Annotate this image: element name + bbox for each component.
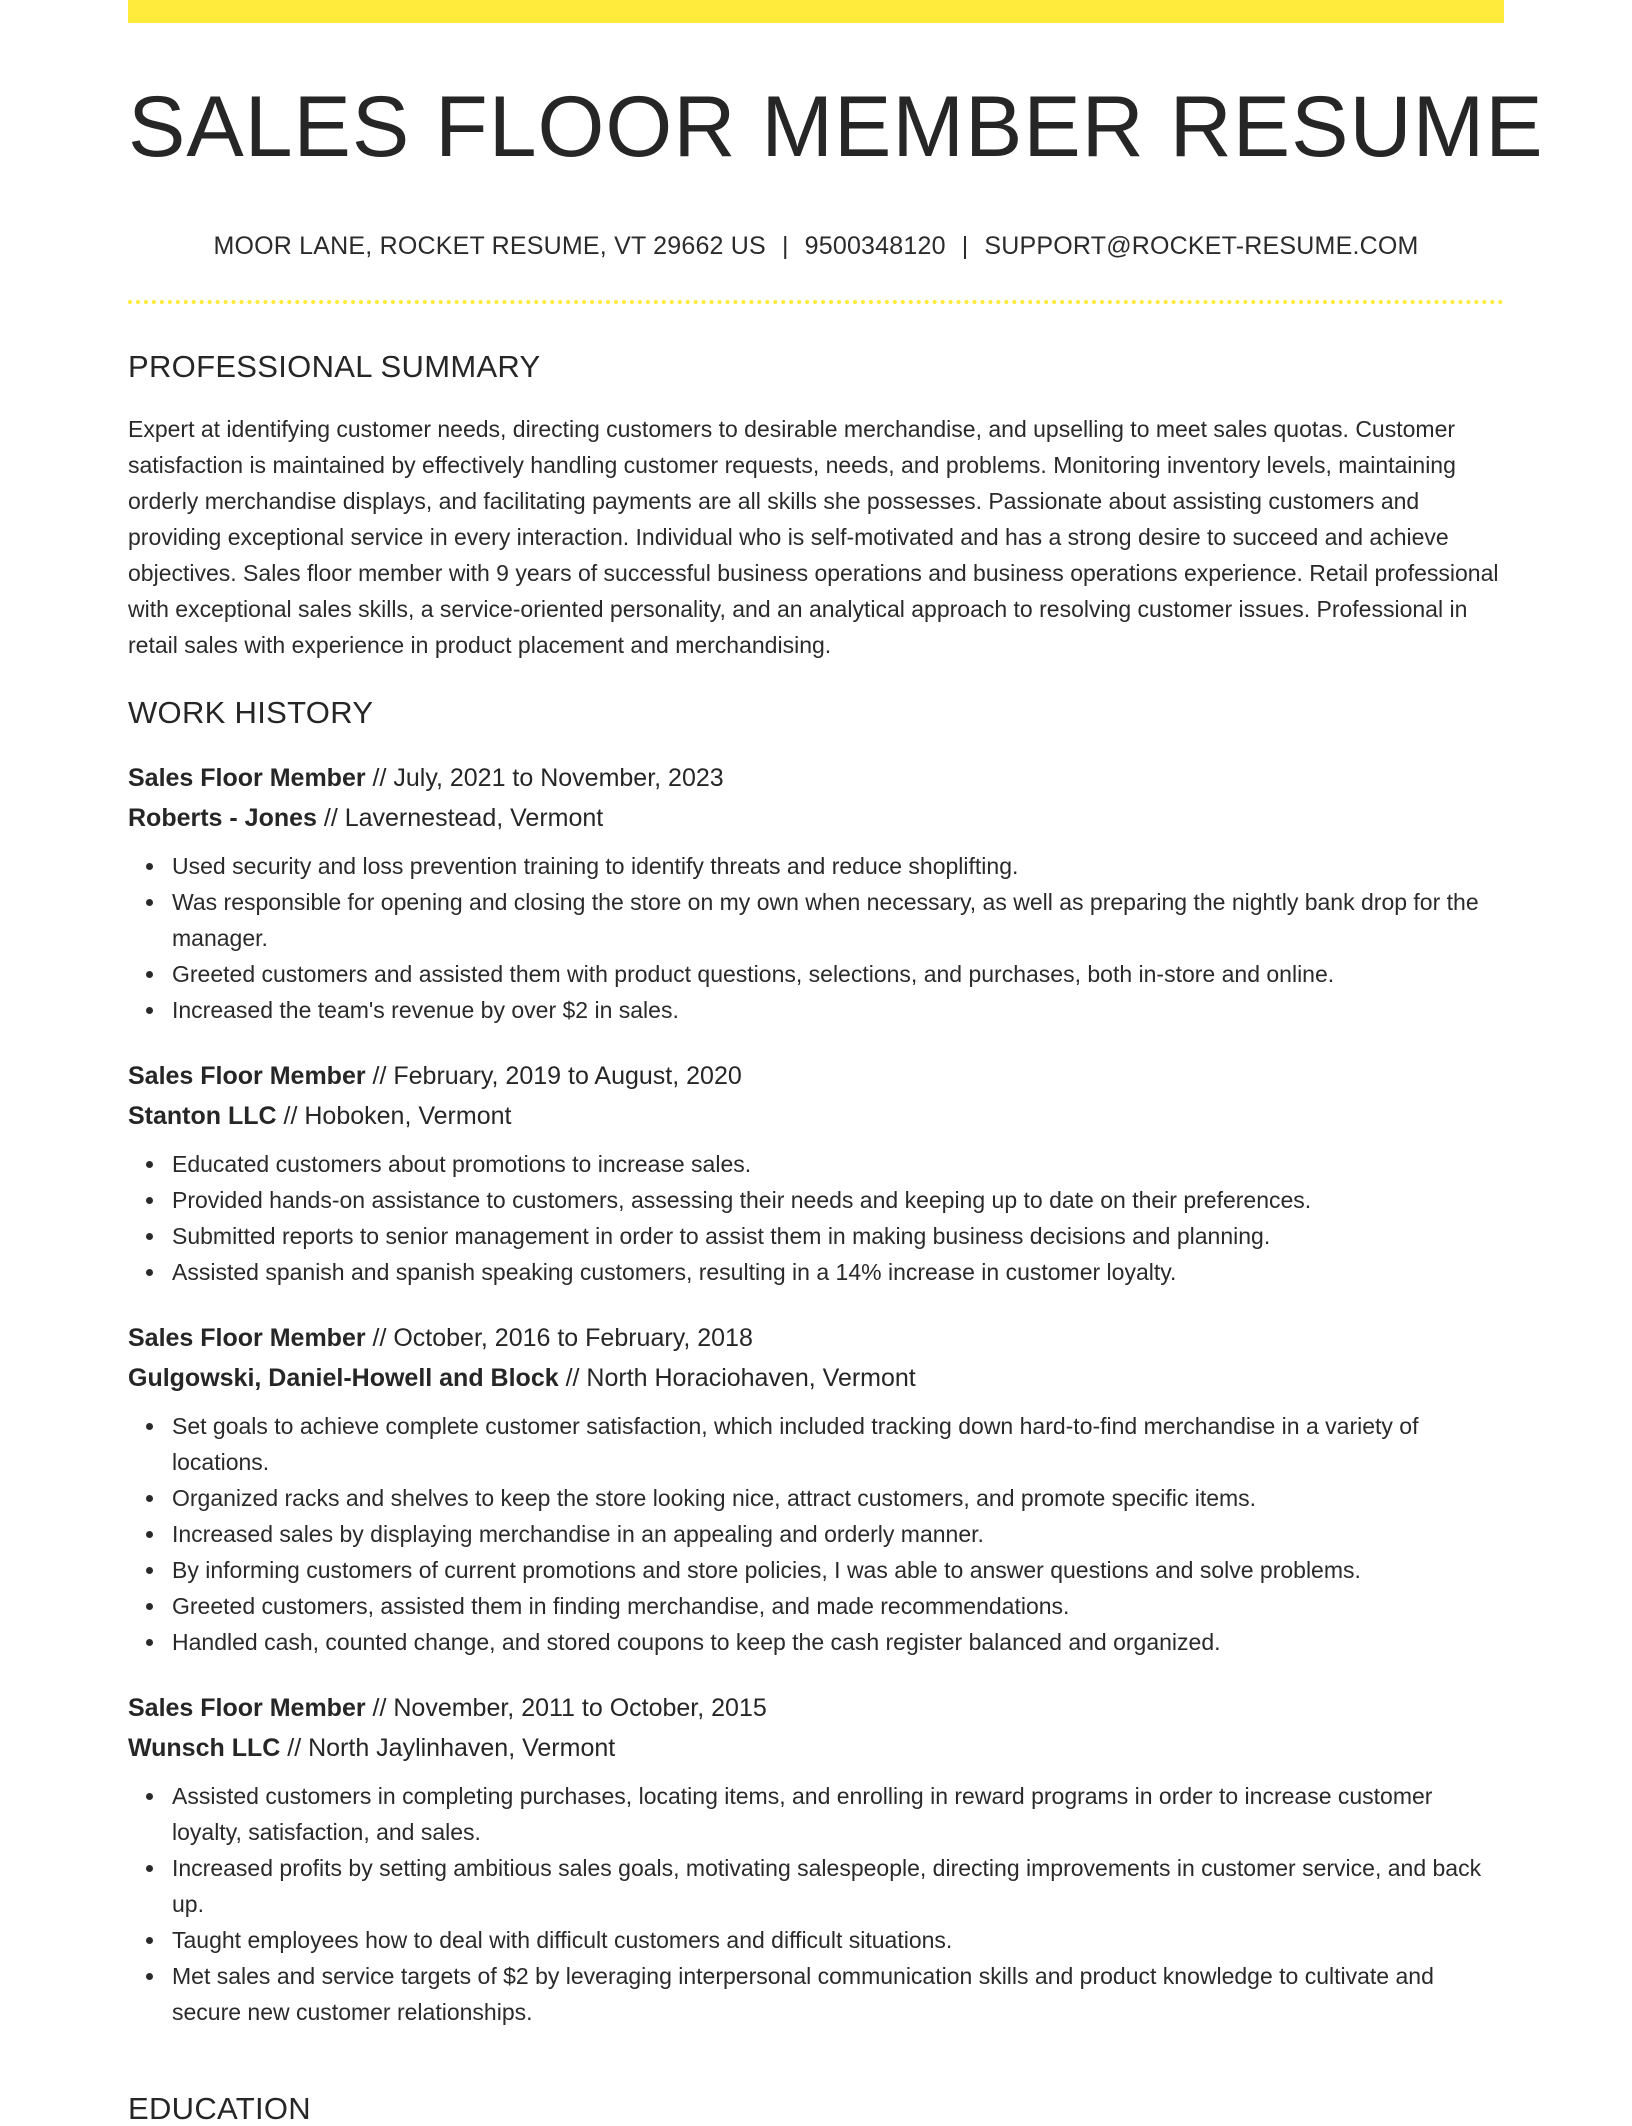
list-item: Handled cash, counted change, and stored coupons to keep the cash register balanced and organized. bbox=[172, 1624, 1504, 1660]
list-item: Used security and loss prevention training to identify threats and reduce shoplifting. bbox=[172, 848, 1504, 884]
list-item: Met sales and service targets of $2 by leveraging interpersonal communication skills and product knowledge to cultivate and secure new customer relationships. bbox=[172, 1958, 1504, 2030]
list-item: Assisted customers in completing purchases, locating items, and enrolling in reward programs in order to increase customer loyalty, satisfaction, and sales. bbox=[172, 1778, 1504, 1850]
summary-heading: PROFESSIONAL SUMMARY bbox=[128, 349, 541, 384]
work-history-list bbox=[128, 758, 1504, 2030]
job-title: Sales Floor Member bbox=[128, 1062, 366, 1090]
job-location: // North Jaylinhaven, Vermont bbox=[280, 1734, 616, 1762]
job-bullets bbox=[128, 1408, 1504, 1660]
job-title: Sales Floor Member bbox=[128, 1324, 366, 1352]
job-location: // North Horaciohaven, Vermont bbox=[558, 1364, 916, 1392]
list-item: Increased the team's revenue by over $2 in sales. bbox=[172, 992, 1504, 1028]
education-heading: EDUCATION bbox=[128, 2091, 311, 2126]
contact-separator: | bbox=[781, 232, 789, 260]
job-title-line bbox=[128, 1318, 1504, 1358]
job-dates: // November, 2011 to October, 2015 bbox=[365, 1694, 767, 1722]
job-bullets bbox=[128, 848, 1504, 1028]
list-item: Assisted spanish and spanish speaking customers, resulting in a 14% increase in customer loyalty. bbox=[172, 1254, 1504, 1290]
job-company: Wunsch LLC bbox=[128, 1734, 281, 1762]
list-item: Increased sales by displaying merchandise in an appealing and orderly manner. bbox=[172, 1516, 1504, 1552]
job-entry bbox=[128, 1318, 1504, 1660]
job-company: Gulgowski, Daniel-Howell and Block bbox=[128, 1364, 559, 1392]
job-location: // Lavernestead, Vermont bbox=[316, 804, 604, 832]
list-item: By informing customers of current promotions and store policies, I was able to answer questions and solve problems. bbox=[172, 1552, 1504, 1588]
job-company: Roberts - Jones bbox=[128, 804, 317, 832]
job-company-line bbox=[128, 1728, 1504, 1768]
list-item: Educated customers about promotions to increase sales. bbox=[172, 1146, 1504, 1182]
list-item: Provided hands-on assistance to customers, assessing their needs and keeping up to date on their preferences. bbox=[172, 1182, 1504, 1218]
job-entry bbox=[128, 1056, 1504, 1290]
list-item: Was responsible for opening and closing the store on my own when necessary, as well as preparing the nightly bank drop for the manager. bbox=[172, 884, 1504, 956]
job-dates: // February, 2019 to August, 2020 bbox=[365, 1062, 742, 1090]
job-company-line bbox=[128, 1358, 1504, 1398]
contact-line bbox=[128, 232, 1504, 261]
list-item: Greeted customers and assisted them with product questions, selections, and purchases, both in-store and online. bbox=[172, 956, 1504, 992]
dotted-divider bbox=[128, 300, 1504, 304]
contact-separator: | bbox=[961, 232, 969, 260]
job-dates: // July, 2021 to November, 2023 bbox=[365, 764, 724, 792]
list-item: Set goals to achieve complete customer satisfaction, which included tracking down hard-to-find merchandise in a variety of locations. bbox=[172, 1408, 1504, 1480]
job-company-line bbox=[128, 798, 1504, 838]
summary-text: Expert at identifying customer needs, directing customers to desirable merchandise, and upselling to meet sales quotas. Customer satisfaction is maintained by effectively handling customer requests, needs, and problems. Monitoring inventory levels, maintaining orderly merchandise displays, and facilitating payments are all skills she possesses. Passionate about assisting customers and providing exceptional service in every interaction. Individual who is self-motivated and has a strong desire to succeed and achieve objectives. Sales floor member with 9 years of successful business operations and business operations experience. Retail professional with exceptional sales skills, a service-oriented personality, and an analytical approach to resolving customer issues. Professional in retail sales with experience in product placement and merchandising. bbox=[128, 416, 1499, 658]
resume-title: SALES FLOOR MEMBER RESUME bbox=[128, 79, 1544, 175]
job-location: // Hoboken, Vermont bbox=[276, 1102, 512, 1130]
list-item: Submitted reports to senior management in order to assist them in making business decisions and planning. bbox=[172, 1218, 1504, 1254]
resume-page bbox=[128, 0, 1544, 2126]
list-item: Greeted customers, assisted them in finding merchandise, and made recommendations. bbox=[172, 1588, 1504, 1624]
work-history-heading: WORK HISTORY bbox=[128, 695, 374, 730]
job-title: Sales Floor Member bbox=[128, 1694, 366, 1722]
job-title: Sales Floor Member bbox=[128, 764, 366, 792]
list-item: Organized racks and shelves to keep the store looking nice, attract customers, and promote specific items. bbox=[172, 1480, 1504, 1516]
job-title-line bbox=[128, 1056, 1504, 1096]
contact-email[interactable]: SUPPORT@ROCKET-RESUME.COM bbox=[984, 232, 1419, 260]
job-entry bbox=[128, 1688, 1504, 2030]
job-company-line bbox=[128, 1096, 1504, 1136]
top-accent-bar bbox=[128, 0, 1504, 23]
job-bullets bbox=[128, 1778, 1504, 2030]
job-title-line bbox=[128, 1688, 1504, 1728]
job-entry bbox=[128, 758, 1504, 1028]
job-title-line bbox=[128, 758, 1504, 798]
job-dates: // October, 2016 to February, 2018 bbox=[365, 1324, 753, 1352]
contact-address: MOOR LANE, ROCKET RESUME, VT 29662 US bbox=[213, 232, 766, 260]
job-company: Stanton LLC bbox=[128, 1102, 277, 1130]
job-bullets bbox=[128, 1146, 1504, 1290]
list-item: Taught employees how to deal with difficult customers and difficult situations. bbox=[172, 1922, 1504, 1958]
list-item: Increased profits by setting ambitious sales goals, motivating salespeople, directing improvements in customer service, and back up. bbox=[172, 1850, 1504, 1922]
contact-phone[interactable]: 9500348120 bbox=[804, 232, 946, 260]
